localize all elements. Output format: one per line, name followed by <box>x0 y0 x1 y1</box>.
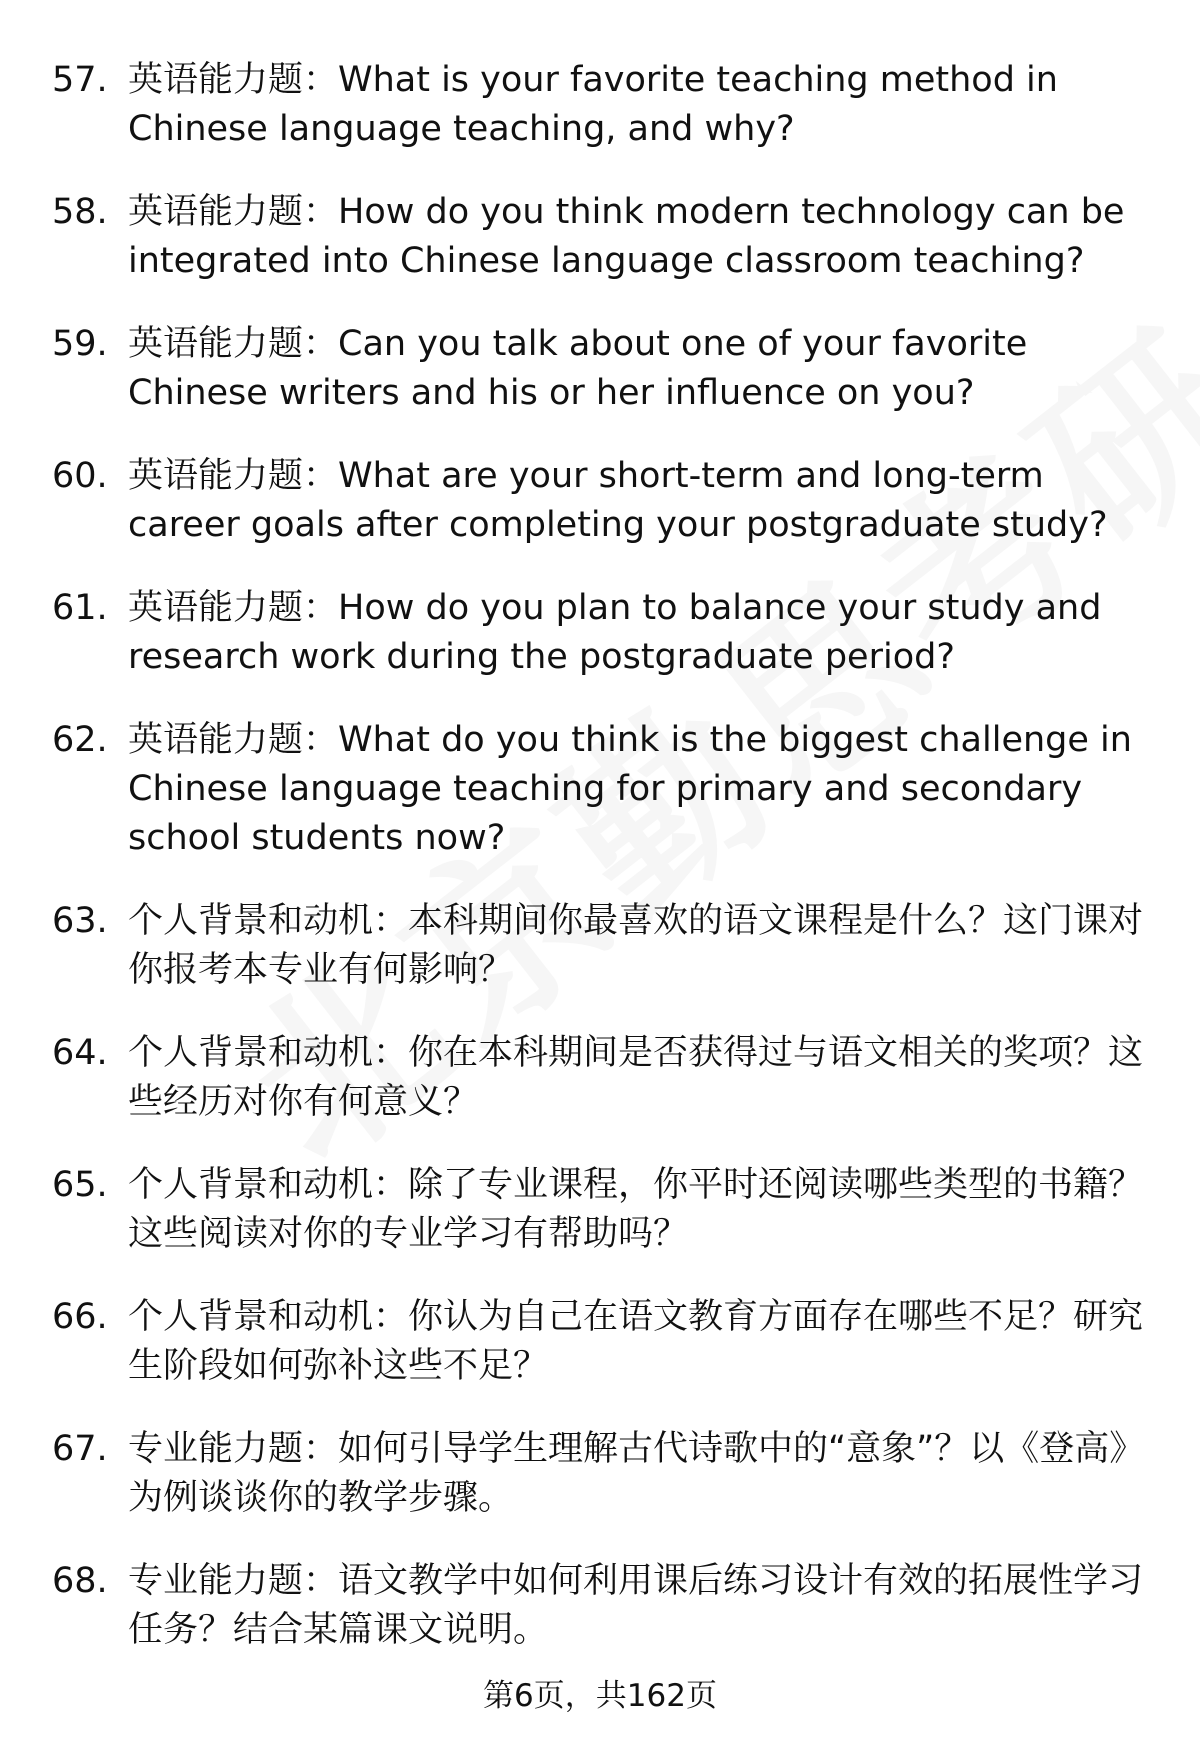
question-number: 60. <box>52 456 108 496</box>
question-text: 专业能力题：语文教学中如何利用课后练习设计有效的拓展性学习任务？结合某篇课文说明。 <box>128 1561 1144 1650</box>
question-number: 67. <box>52 1429 108 1469</box>
list-item <box>0 320 1200 418</box>
question-text: 个人背景和动机：本科期间你最喜欢的语文课程是什么？这门课对你报考本专业有何影响？ <box>128 901 1144 990</box>
question-text: 英语能力题：What are your short-term and long-term career goals after completing your postgraduate study? <box>128 456 1108 545</box>
list-item <box>0 716 1200 863</box>
question-text: 英语能力题：Can you talk about one of your favorite Chinese writers and his or her influence on you? <box>128 324 1028 413</box>
question-text: 英语能力题：What do you think is the biggest challenge in Chinese language teaching for primary and secondary school students now? <box>128 720 1132 858</box>
question-list <box>0 56 1200 1689</box>
list-item <box>0 584 1200 682</box>
question-text: 英语能力题：How do you plan to balance your study and research work during the postgraduate period? <box>128 588 1102 677</box>
question-number: 57. <box>52 60 108 100</box>
list-item <box>0 188 1200 286</box>
question-number: 61. <box>52 588 108 628</box>
question-text: 个人背景和动机：你在本科期间是否获得过与语文相关的奖项？这些经历对你有何意义？ <box>128 1033 1144 1122</box>
list-item <box>0 1161 1200 1259</box>
page-number-footer: 第6页，共162页 <box>483 1678 717 1714</box>
question-number: 63. <box>52 901 108 941</box>
question-number: 62. <box>52 720 108 760</box>
question-text: 英语能力题：How do you think modern technology can be integrated into Chinese language classroom teaching? <box>128 192 1125 281</box>
list-item <box>0 897 1200 995</box>
question-number: 58. <box>52 192 108 232</box>
question-text: 个人背景和动机：除了专业课程，你平时还阅读哪些类型的书籍？这些阅读对你的专业学习有帮助吗？ <box>128 1165 1144 1254</box>
question-number: 68. <box>52 1561 108 1601</box>
list-item <box>0 1029 1200 1127</box>
question-number: 64. <box>52 1033 108 1073</box>
question-text: 英语能力题：What is your favorite teaching method in Chinese language teaching, and why? <box>128 60 1058 149</box>
list-item <box>0 56 1200 154</box>
question-number: 59. <box>52 324 108 364</box>
question-number: 65. <box>52 1165 108 1205</box>
list-item <box>0 1293 1200 1391</box>
question-text: 专业能力题：如何引导学生理解古代诗歌中的“意象”？以《登高》为例谈谈你的教学步骤。 <box>128 1429 1145 1518</box>
list-item <box>0 1557 1200 1655</box>
question-text: 个人背景和动机：你认为自己在语文教育方面存在哪些不足？研究生阶段如何弥补这些不足？ <box>128 1297 1144 1386</box>
list-item <box>0 452 1200 550</box>
list-item <box>0 1425 1200 1523</box>
question-number: 66. <box>52 1297 108 1337</box>
